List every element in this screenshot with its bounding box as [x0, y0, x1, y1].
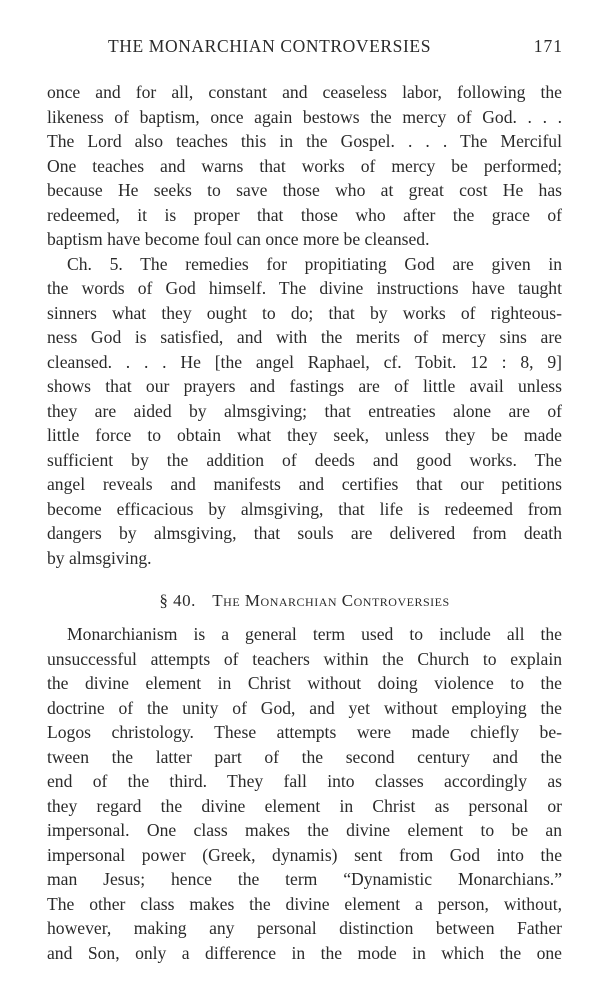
text-line: however, making any personal distinction between Father [47, 918, 562, 938]
text-line: little force to obtain what they seek, unless they be made [47, 425, 562, 445]
text-line: One teaches and warns that works of mercy be performed; [47, 155, 562, 176]
text-line: dangers by almsgiving, that souls are delivered from death [47, 523, 562, 543]
text-line: cleansed. . . . He [the angel Raphael, cf. Tobit. 12 : 8, 9] [47, 351, 562, 372]
text-line: The Lord also teaches this in the Gospel. . . . The Merciful [47, 131, 562, 151]
text-line: ness God is satisfied, and with the merits of mercy sins are [47, 327, 562, 347]
text-line: by almsgiving. [47, 547, 152, 568]
page-header [108, 36, 563, 60]
text-line: man Jesus; hence the term “Dynamistic Monarchians.” [47, 869, 562, 889]
text-line: impersonal. One class makes the divine element to be an [47, 820, 562, 840]
text-line: baptism have become foul can once more be cleansed. [47, 229, 430, 249]
body-text [47, 80, 562, 965]
text-line: once and for all, constant and ceaseless labor, following the [47, 82, 562, 102]
text-line: Monarchianism is a general term used to include all the [67, 624, 562, 644]
text-line: tween the latter part of the second century and the [47, 746, 562, 767]
text-line: likeness of baptism, once again bestows the mercy of God. . . . [47, 106, 562, 127]
text-line: because He seeks to save those who at great cost He has [47, 180, 562, 200]
text-line: The other class makes the divine element a person, without, [47, 893, 562, 914]
section-title: The Monarchian Controversies [212, 591, 450, 610]
paragraph-1 [47, 80, 562, 252]
text-line: they regard the divine element in Christ as personal or [47, 795, 562, 816]
section-number: § 40. [159, 591, 196, 610]
text-line: sufficient by the addition of deeds and good works. The [47, 449, 562, 470]
text-line: redeemed, it is proper that those who after the grace of [47, 204, 562, 225]
text-line: doctrine of the unity of God, and yet without employing the [47, 697, 562, 718]
text-line: the divine element in Christ without doing violence to the [47, 673, 562, 693]
page-number: 171 [533, 36, 563, 56]
text-line: and Son, only a difference in the mode in which the one [47, 942, 562, 963]
text-line: unsuccessful attempts of teachers within the Church to explain [47, 648, 562, 669]
text-line: become efficacious by almsgiving, that life is redeemed from [47, 498, 562, 519]
section-heading [47, 584, 562, 618]
paragraph-3 [47, 622, 562, 965]
running-title: THE MONARCHIAN CONTROVERSIES [108, 36, 432, 56]
text-line: impersonal power (Greek, dynamis) sent from God into the [47, 844, 562, 865]
text-line: shows that our prayers and fastings are of little avail unless [47, 376, 562, 396]
text-line: Logos christology. These attempts were made chiefly be- [47, 722, 562, 742]
text-line: the words of God himself. The divine instructions have taught [47, 278, 562, 298]
text-line: they are aided by almsgiving; that entreaties alone are of [47, 400, 562, 421]
text-line: Ch. 5. The remedies for propitiating God are given in [67, 253, 562, 274]
text-line: angel reveals and manifests and certifies that our petitions [47, 474, 562, 494]
text-line: sinners what they ought to do; that by works of righteous- [47, 302, 562, 323]
paragraph-2 [47, 252, 562, 571]
text-line: end of the third. They fall into classes accordingly as [47, 771, 562, 791]
